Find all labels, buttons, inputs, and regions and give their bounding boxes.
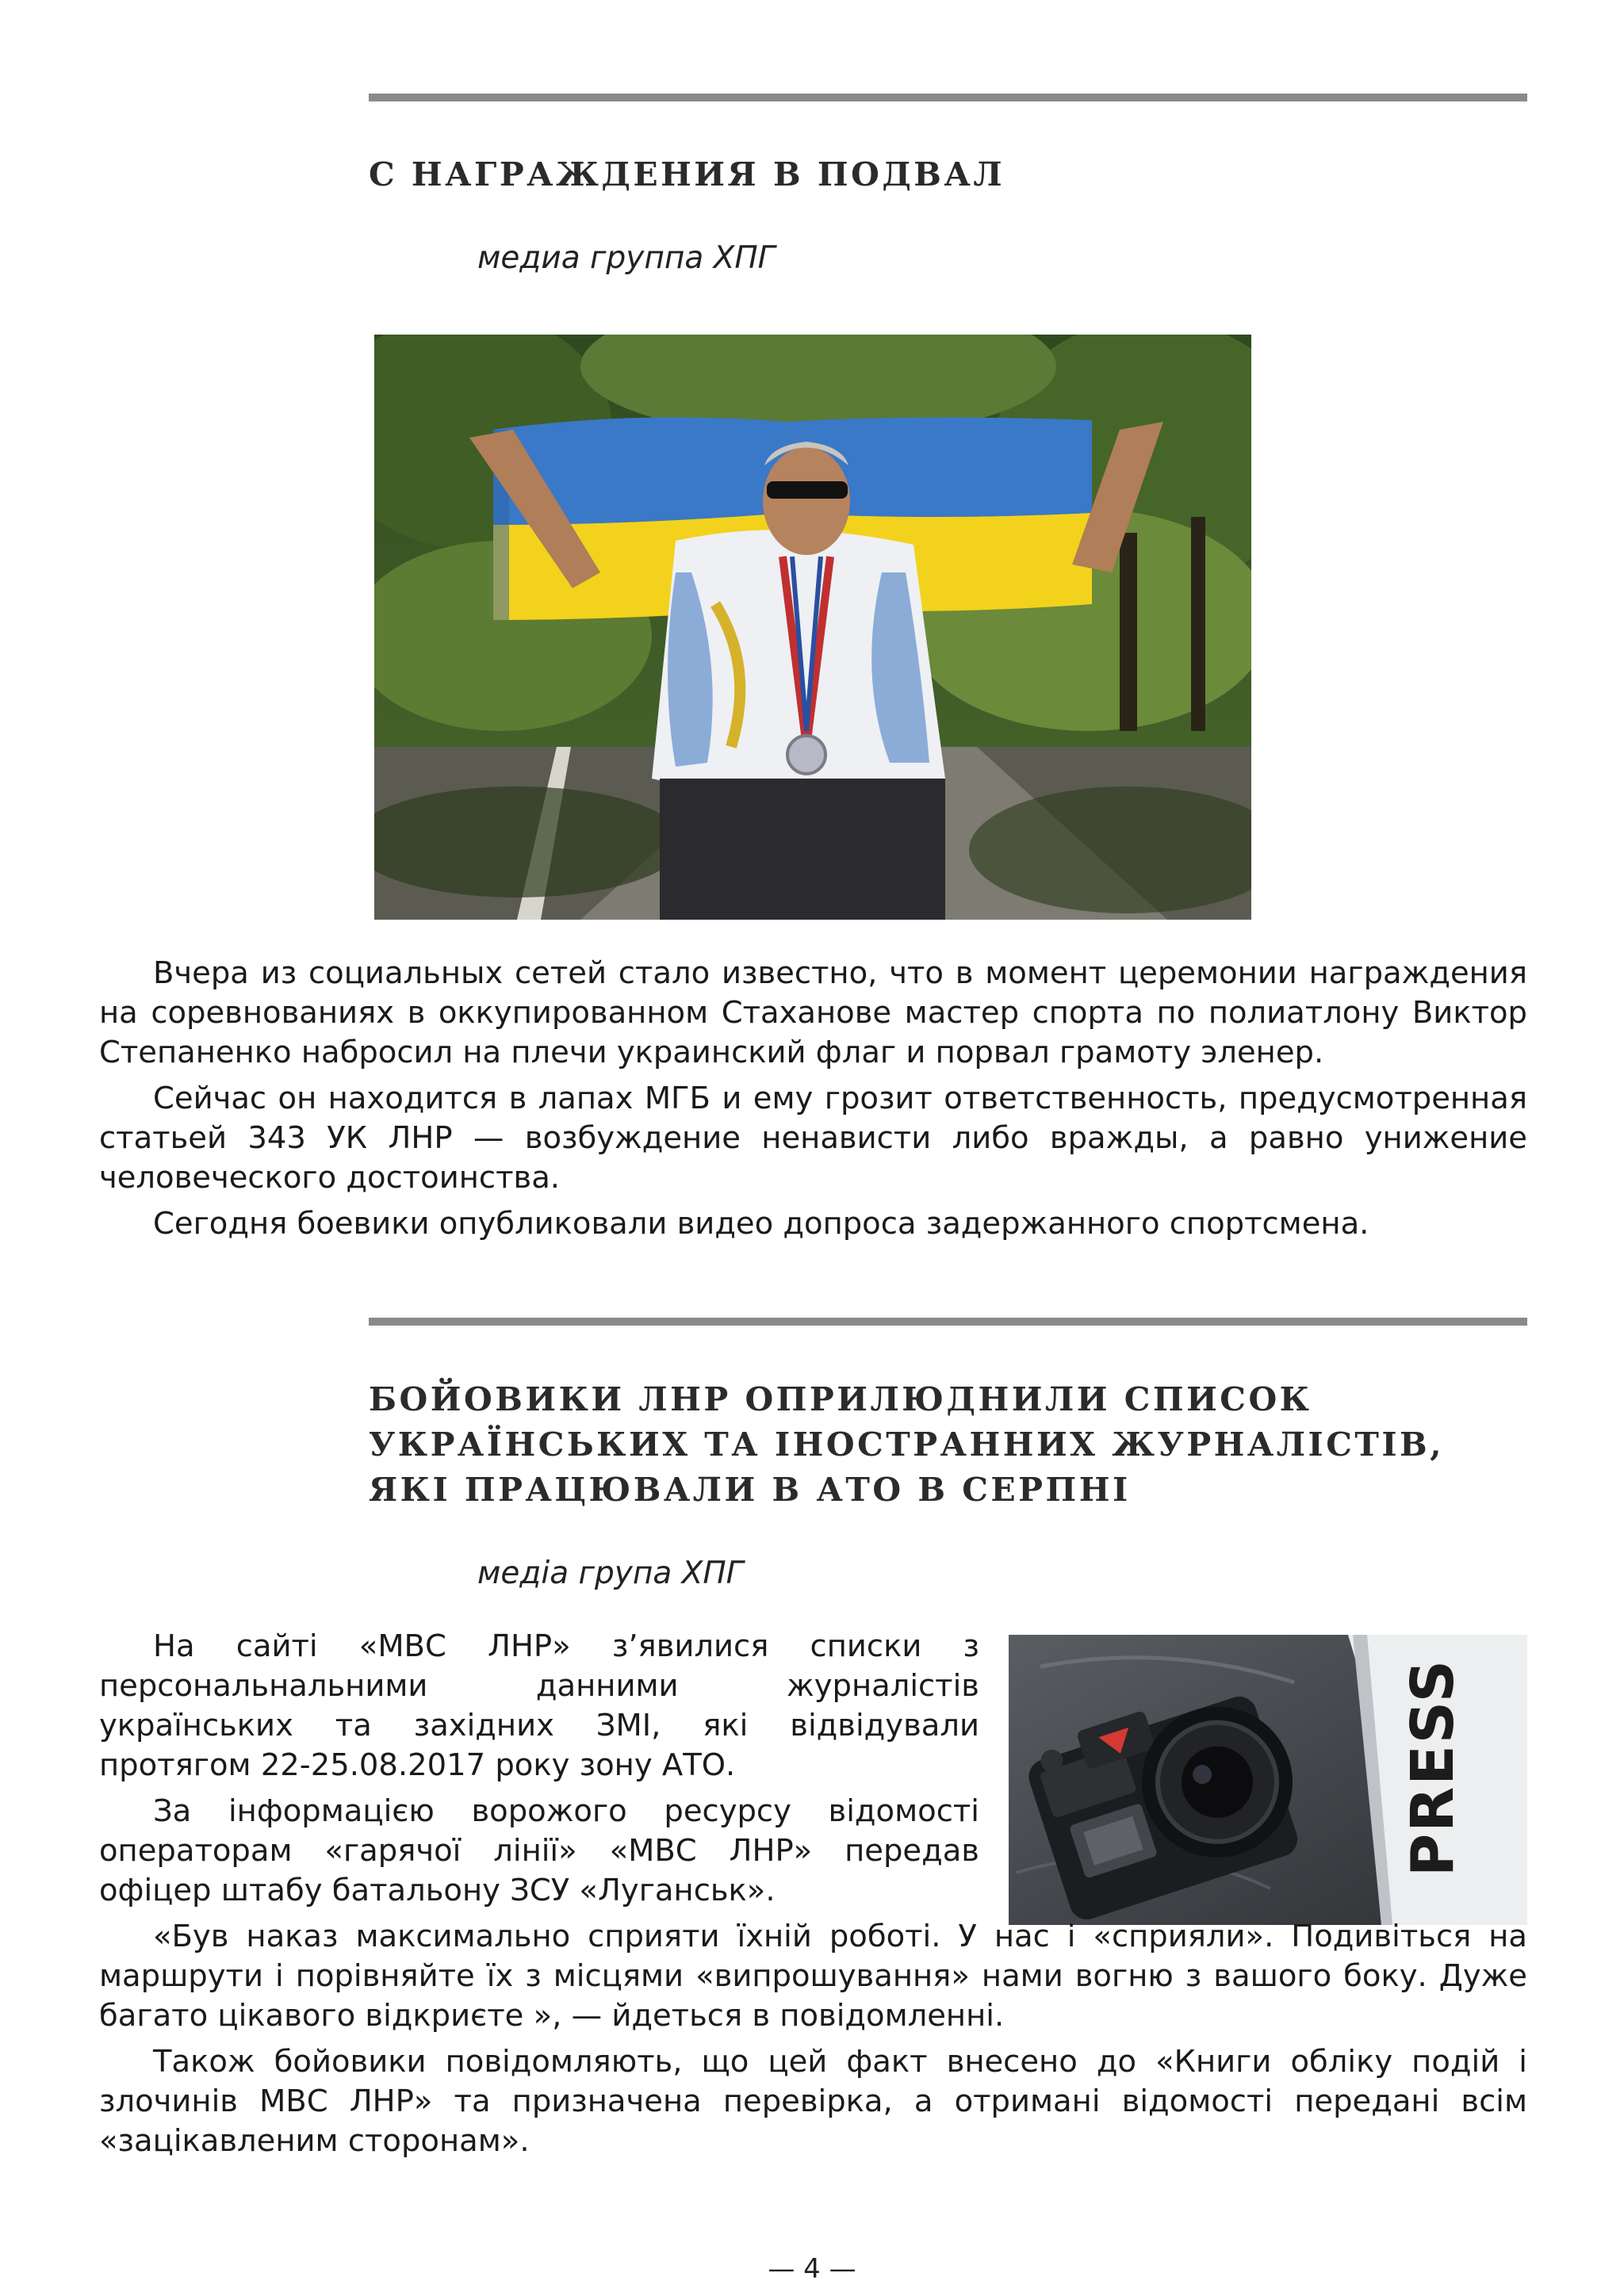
- article2-paragraph: На сайті «МВС ЛНР» з’явилися списки з персональнальними данними журналістів українських та західних ЗМІ, які відвідували протягом 22-25.08.2017 року зону АТО.: [99, 1628, 979, 1783]
- article1-paragraph: Сейчас он находится в лапах МГБ и ему грозит ответственность, предусмотренная статьей 343 УК ЛНР — возбуждение ненависти либо вражды, а равно унижение человеческого достоинства.: [99, 1081, 1527, 1196]
- article1-paragraph: Сегодня боевики опубликовали видео допроса задержанного спортсмена.: [153, 1206, 1369, 1242]
- article2-paragraph: «Був наказ максимально сприяти їхній роботі. У нас і «сприяли». Подивіться на маршрути і порівняйте їх з місцями «випрошування» нами вогню з вашого боку. Дуже багато цікавого відкриєте », — йдеться в повідомленні.: [99, 1919, 1527, 2034]
- article1-title: С НАГРАЖДЕНИЯ В ПОДВАЛ: [369, 155, 1005, 193]
- page-number: — 4 —: [768, 2253, 856, 2285]
- article2-title-line: БОЙОВИКИ ЛНР ОПРИЛЮДНИЛИ СПИСОК: [369, 1380, 1312, 1418]
- article2-title: [369, 1377, 1444, 1513]
- article2-title-line: ЯКІ ПРАЦЮВАЛИ В АТО В СЕРПНІ: [369, 1471, 1131, 1509]
- article2-byline: медіа група ХПГ: [477, 1556, 744, 1591]
- article1-body: [99, 954, 1527, 1250]
- article2-body: [99, 1627, 1527, 2168]
- article1-paragraph: Вчера из социальных сетей стало известно, что в момент церемонии награждения на соревнованиях в оккупированном Стаханове мастер спорта по полиатлону Виктор Степаненко набросил на плечи украинский флаг и порвал грамоту эленер.: [99, 955, 1527, 1070]
- article1-photo: [374, 335, 1251, 920]
- article2-paragraph: Також бойовики повідомляють, що цей факт внесено до «Книги обліку подій і злочинів МВС ЛНР» та призначена перевірка, а отримані відомості передані всім «зацікавленим сторонам».: [99, 2044, 1527, 2159]
- article1-byline: медиа группа ХПГ: [477, 240, 776, 276]
- article1-top-rule: [369, 94, 1527, 101]
- press-label: PRESS: [1399, 1658, 1467, 1877]
- article2-top-rule: [369, 1318, 1527, 1326]
- article2-title-line: УКРАЇНСЬКИХ ТА ІНОСТРАННИХ ЖУРНАЛІСТІВ,: [369, 1425, 1444, 1464]
- article2-paragraph: За інформацією ворожого ресурсу відомості операторам «гарячої лінії» «МВС ЛНР» передав офіцер штабу батальону ЗСУ «Луганськ».: [99, 1793, 979, 1908]
